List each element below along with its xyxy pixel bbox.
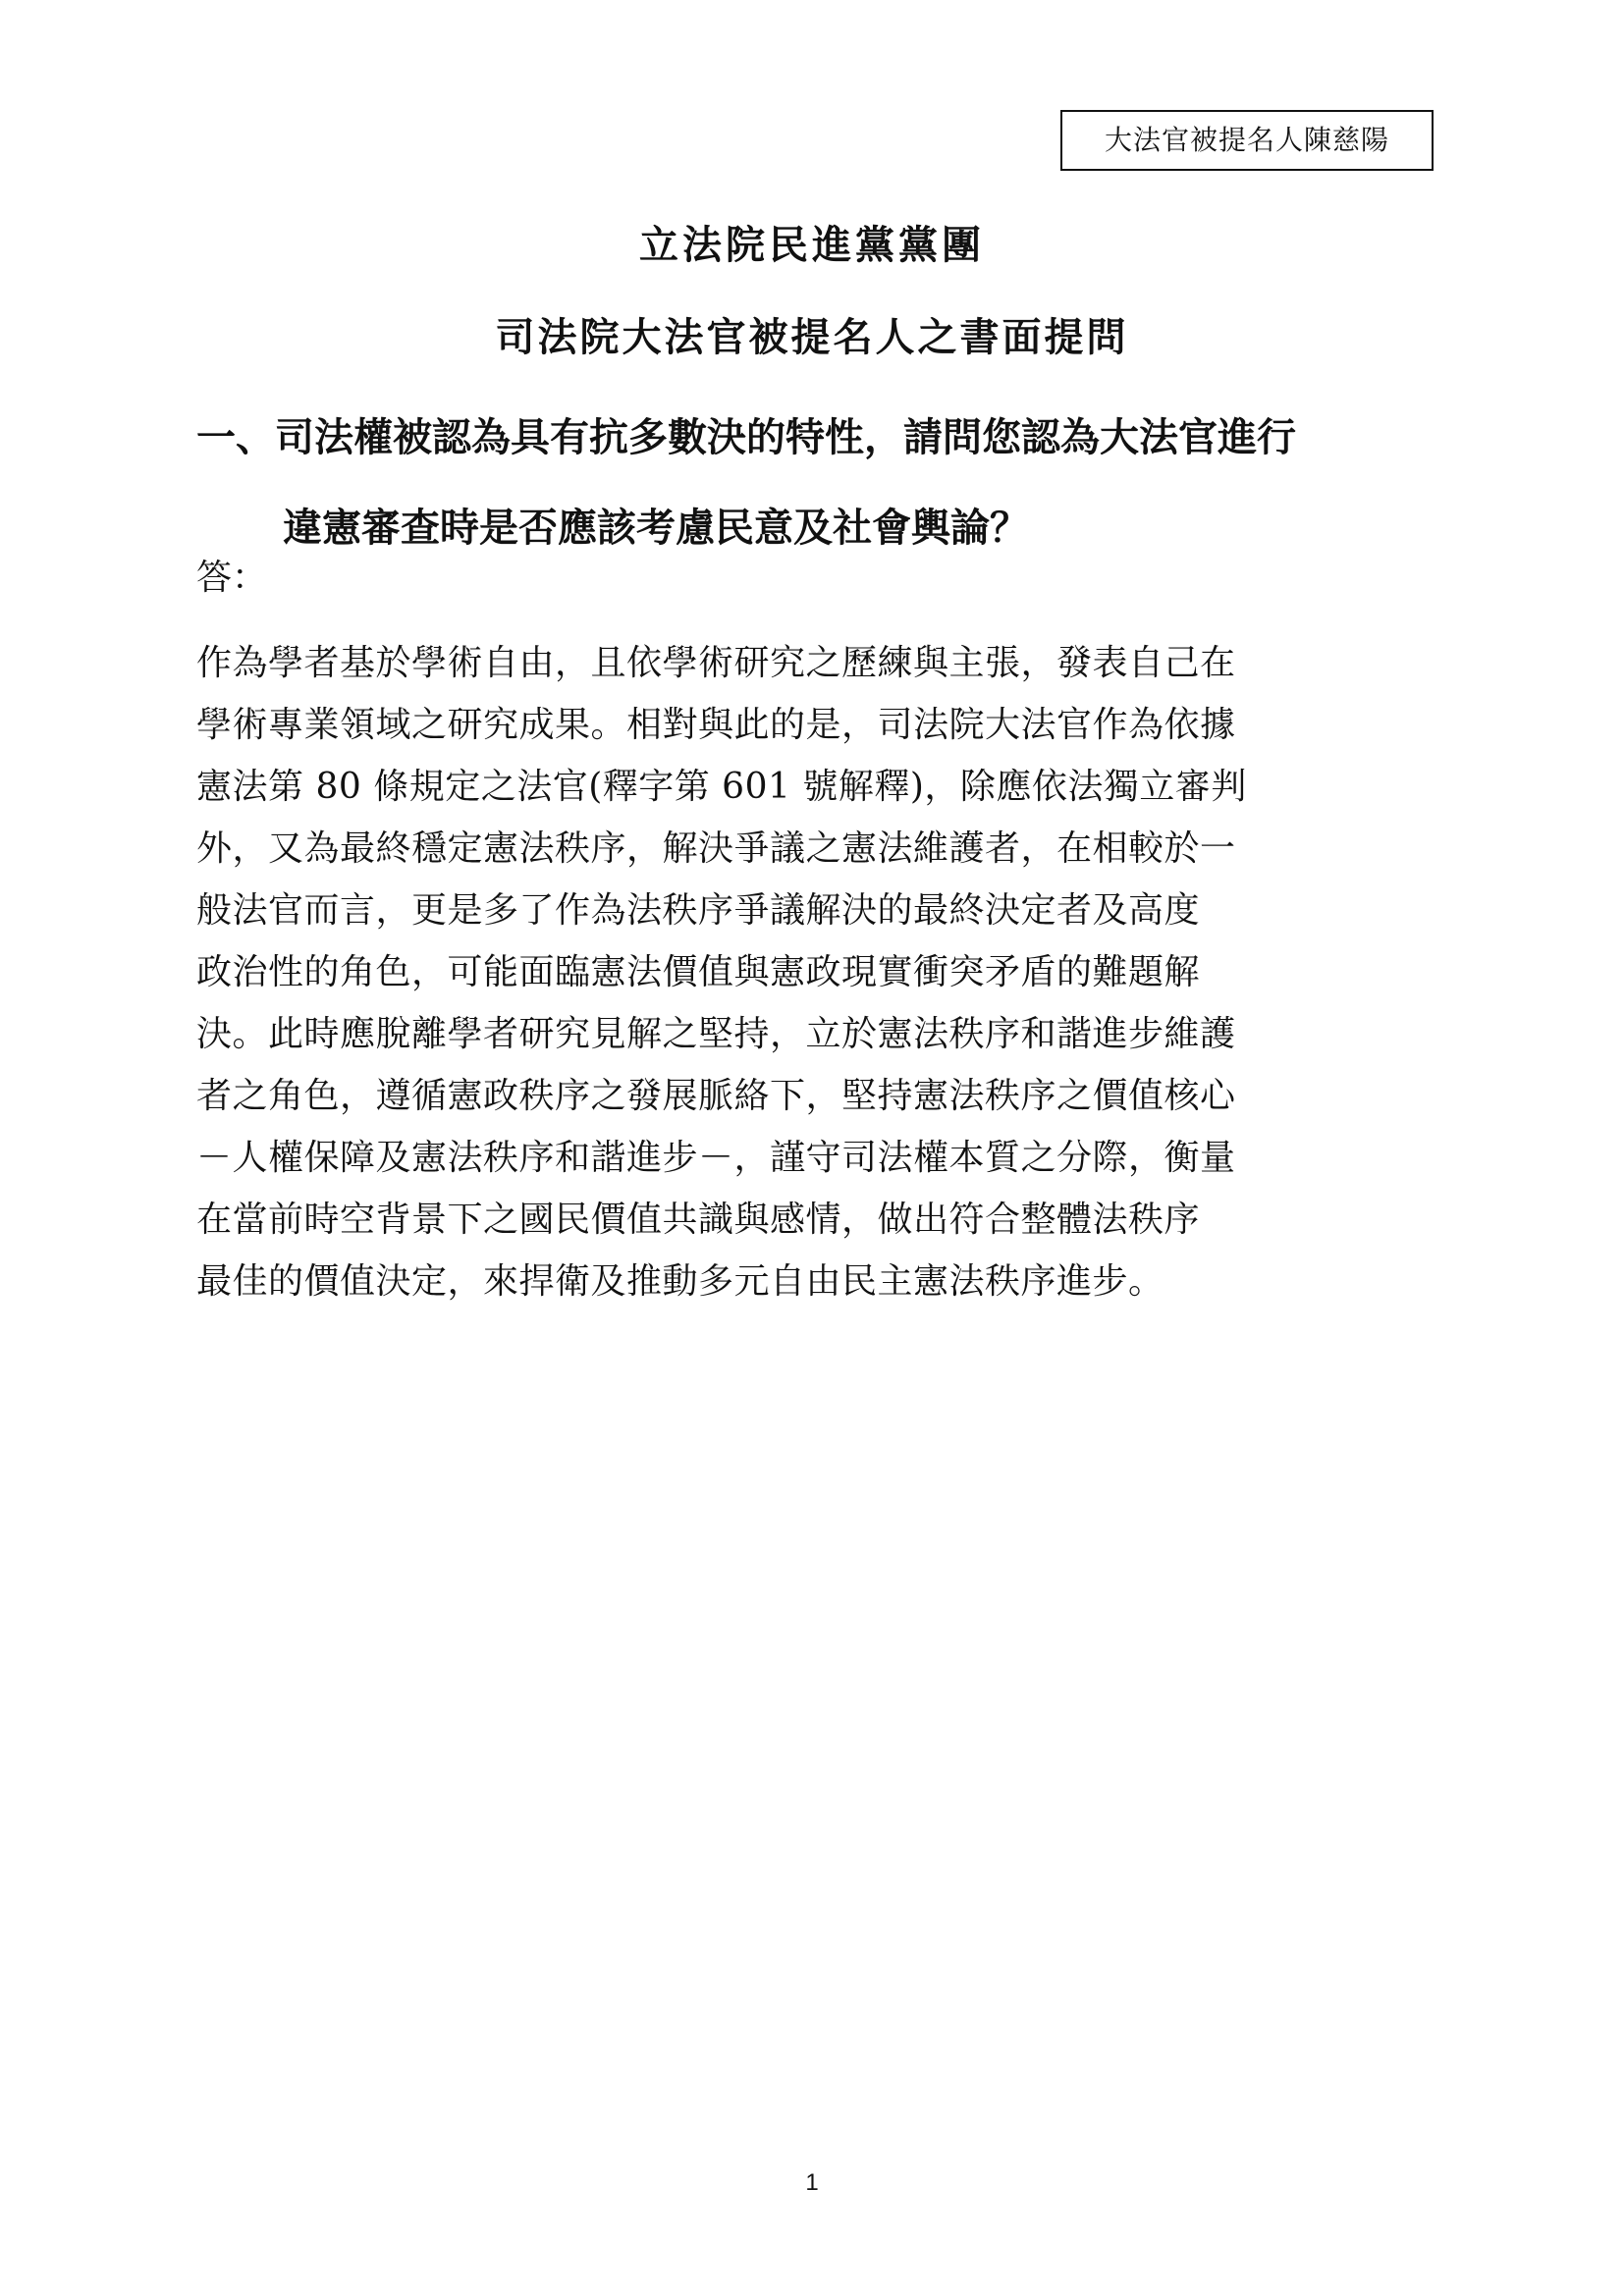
answer-line: 憲法第 80 條規定之法官(釋字第 601 號解釋)，除應依法獨立審判 — [196, 767, 1247, 807]
page-number: 1 — [805, 2169, 819, 2196]
answer-line: 般法官而言，更是多了作為法秩序爭議解決的最終決定者及高度 — [196, 890, 1201, 931]
answer-line: 在當前時空背景下之國民價值共識與感情，做出符合整體法秩序 — [196, 1200, 1201, 1240]
answer-line: 決。此時應脫離學者研究見解之堅持，立於憲法秩序和諧進步維護 — [196, 1014, 1236, 1054]
question-block — [196, 393, 1453, 573]
answer-line: 政治性的角色，可能面臨憲法價值與憲政現實衝突矛盾的難題解 — [196, 952, 1201, 992]
nominee-tag: 大法官被提名人陳慈陽 — [1060, 110, 1434, 171]
answer-line: 者之角色，遵循憲政秩序之發展脈絡下，堅持憲法秩序之價值核心 — [196, 1076, 1236, 1116]
document-title: 立法院民進黨黨團 — [639, 222, 985, 268]
answer-body — [196, 632, 1443, 1312]
answer-line: 作為學者基於學術自由，且依學術研究之歷練與主張，發表自己在 — [196, 643, 1236, 683]
question-line: 違憲審查時是否應該考慮民意及社會輿論？ — [283, 505, 1029, 551]
answer-line: 最佳的價值決定，來捍衛及推動多元自由民主憲法秩序進步。 — [196, 1261, 1164, 1302]
answer-line: －人權保障及憲法秩序和諧進步－，謹守司法權本質之分際，衡量 — [196, 1138, 1236, 1178]
document-subtitle: 司法院大法官被提名人之書面提問 — [495, 314, 1129, 360]
answer-line: 學術專業領域之研究成果。相對與此的是，司法院大法官作為依據 — [196, 705, 1236, 745]
question-line: 一、司法權被認為具有抗多數決的特性，請問您認為大法官進行 — [196, 414, 1296, 460]
answer-line: 外，又為最終穩定憲法秩序，解決爭議之憲法維護者，在相較於一 — [196, 828, 1236, 869]
answer-label: 答： — [196, 558, 268, 598]
